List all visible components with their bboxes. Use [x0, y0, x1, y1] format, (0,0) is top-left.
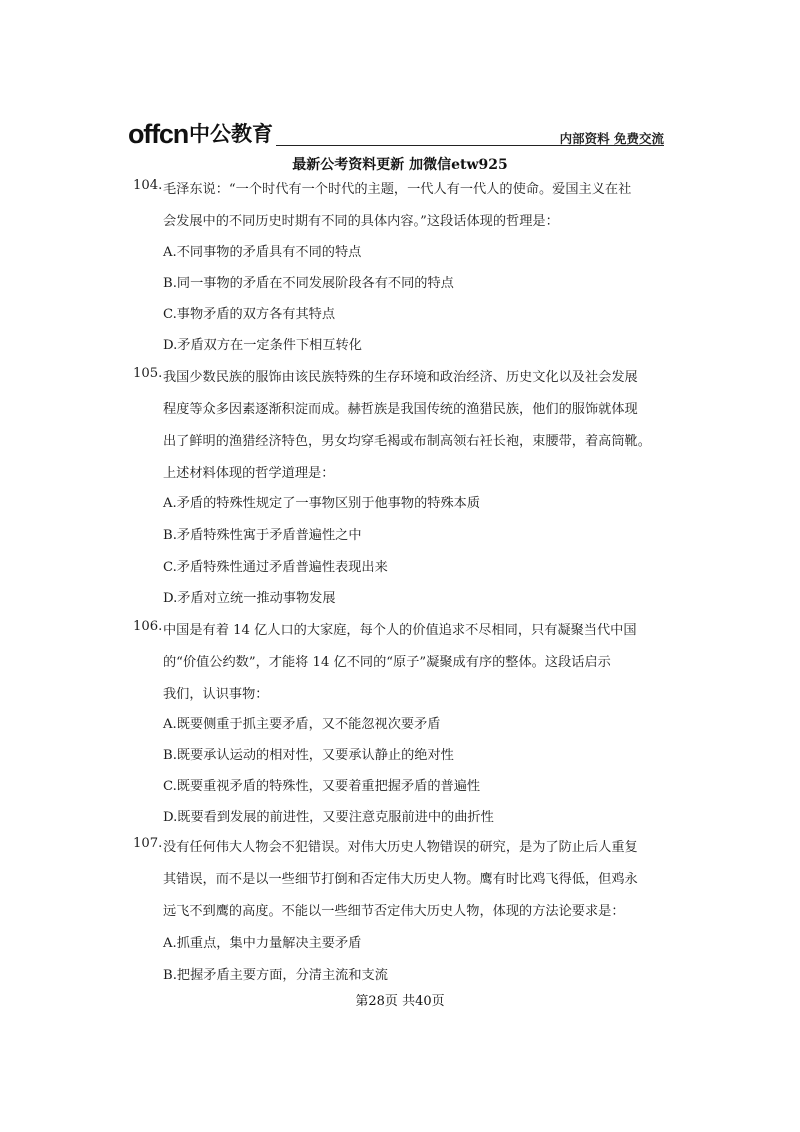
option-c: C.矛盾特殊性通过矛盾普遍性表现出来 [163, 560, 388, 575]
question-text-line: 会发展中的不同历史时期有不同的具体内容。”这段话体现的哲理是： [163, 214, 559, 229]
question-text-line: 其错误，而不是以一些细节打倒和否定伟大历史人物。鹰有时比鸡飞得低，但鸡永 [163, 872, 638, 887]
option-a: A.抓重点，集中力量解决主要矛盾 [163, 936, 362, 951]
option-c: C.事物矛盾的双方各有其特点 [163, 307, 336, 322]
option-a: A.不同事物的矛盾具有不同的特点 [163, 245, 362, 260]
question-text-line: 出了鲜明的渔猎经济特色，男女均穿毛褐或布制高领右衽长袍，束腰带，着高筒靴。 [163, 434, 651, 449]
question-text-line: 我们，认识事物： [163, 687, 269, 702]
option-d: D.矛盾对立统一推动事物发展 [163, 591, 336, 606]
question-number: 104. [133, 178, 163, 193]
logo-chinese-text: 中公教育 [188, 122, 273, 146]
promo-line: 最新公考资料更新 加微信etw925 [292, 157, 508, 173]
option-b: B.同一事物的矛盾在不同发展阶段各有不同的特点 [163, 276, 454, 291]
question-text-line: 远飞不到鹰的高度。不能以一些细节否定伟大历史人物，体现的方法论要求是： [163, 904, 625, 919]
question-text-line: 上述材料体现的哲学道理是： [163, 466, 335, 481]
question-number: 105. [133, 366, 163, 381]
option-c: C.既要重视矛盾的特殊性，又要着重把握矛盾的普遍性 [163, 779, 481, 794]
question-text-line: 中国是有着 14 亿人口的大家庭，每个人的价值追求不尽相同，只有凝聚当代中国 [163, 623, 637, 638]
page-number-footer: 第28页 共40页 [355, 994, 445, 1009]
header-right-text: 内部资料 免费交流 [559, 131, 664, 146]
option-d: D.既要看到发展的前进性，又要注意克服前进中的曲折性 [163, 810, 494, 825]
logo-latin-text: offcn [128, 119, 188, 149]
question-text-line: 我国少数民族的服饰由该民族特殊的生存环境和政治经济、历史文化以及社会发展 [163, 370, 638, 385]
option-d: D.矛盾双方在一定条件下相互转化 [163, 338, 362, 353]
question-text-line: 没有任何伟大人物会不犯错误。对伟大历史人物错误的研究，是为了防止后人重复 [163, 840, 638, 855]
option-b: B.把握矛盾主要方面，分清主流和支流 [163, 968, 388, 983]
option-b: B.矛盾特殊性寓于矛盾普遍性之中 [163, 528, 362, 543]
question-text-line: 程度等众多因素逐渐积淀而成。赫哲族是我国传统的渔猎民族，他们的服饰就体现 [163, 402, 638, 417]
option-a: A.矛盾的特殊性规定了一事物区别于他事物的特殊本质 [163, 496, 481, 511]
question-number: 107. [133, 836, 163, 851]
question-text-line: 的“价值公约数”，才能将 14 亿不同的“原子”凝聚成有序的整体。这段话启示 [163, 655, 611, 670]
question-text-line: 毛泽东说：“一个时代有一个时代的主题，一代人有一代人的使命。爱国主义在社 [163, 182, 632, 197]
offcn-logo [128, 118, 273, 148]
page-header [128, 118, 664, 148]
question-number: 106. [133, 619, 163, 634]
option-a: A.既要侧重于抓主要矛盾，又不能忽视次要矛盾 [163, 717, 441, 732]
option-b: B.既要承认运动的相对性，又要承认静止的绝对性 [163, 748, 454, 763]
